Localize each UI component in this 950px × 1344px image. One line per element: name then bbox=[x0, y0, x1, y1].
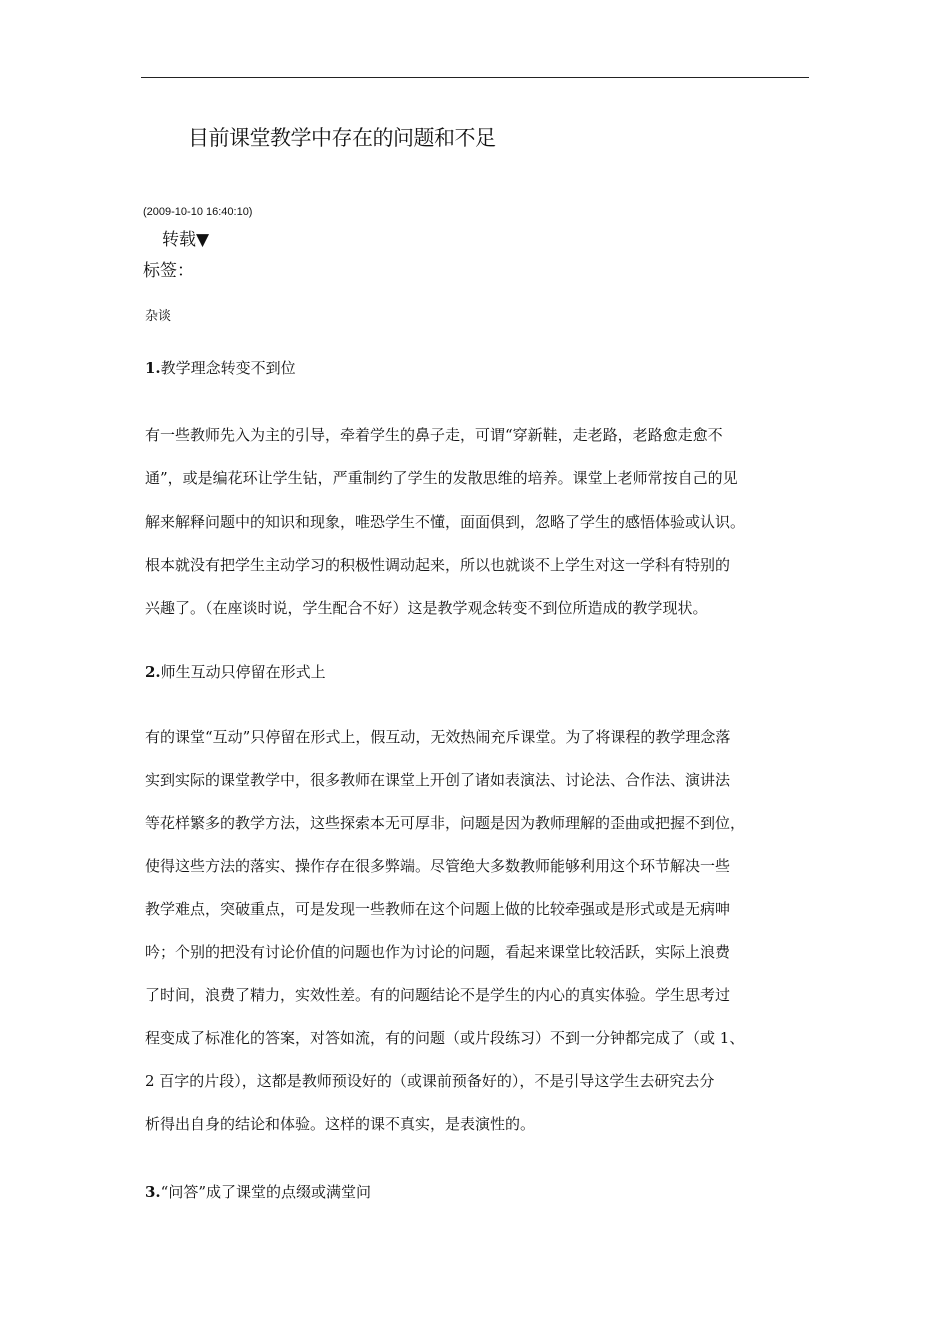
paragraph-line: 了时间，浪费了精力，实效性差。有的问题结论不是学生的内心的真实体验。学生思考过 bbox=[145, 986, 731, 1004]
paragraph-line: 析得出自身的结论和体验。这样的课不真实，是表演性的。 bbox=[145, 1115, 536, 1133]
article-title: 目前课堂教学中存在的问题和不足 bbox=[188, 126, 496, 150]
paragraph-line: 吟；个别的把没有讨论价值的问题也作为讨论的问题，看起来课堂比较活跃，实际上浪费 bbox=[145, 943, 731, 961]
paragraph-line: 实到实际的课堂教学中，很多教师在课堂上开创了诸如表演法、讨论法、合作法、演讲法 bbox=[145, 771, 731, 789]
section-heading bbox=[145, 661, 326, 682]
section-heading bbox=[145, 357, 296, 378]
paragraph-line: 等花样繁多的教学方法，这些探索本无可厚非，问题是因为教师理解的歪曲或把握不到位， bbox=[145, 814, 746, 832]
paragraph-line: 解来解释问题中的知识和现象，唯恐学生不懂，面面俱到，忽略了学生的感悟体验或认识。 bbox=[145, 513, 746, 531]
section-heading bbox=[145, 1181, 371, 1202]
paragraph-line: 使得这些方法的落实、操作存在很多弊端。尽管绝大多数教师能够利用这个环节解决一些 bbox=[145, 857, 731, 875]
paragraph-line: 有的课堂“互动”只停留在形式上，假互动，无效热闹充斥课堂。为了将课程的教学理念落 bbox=[145, 728, 731, 746]
paragraph-line: 2 百字的片段），这都是教师预设好的（或课前预备好的），不是引导这学生去研究去分 bbox=[145, 1072, 715, 1090]
section-number: 1. bbox=[145, 359, 161, 377]
tags-label: 标签： bbox=[143, 261, 194, 281]
header-rule bbox=[141, 77, 809, 78]
repost-dropdown-button[interactable]: 转载▼ bbox=[162, 230, 210, 250]
section-heading-text: 师生互动只停留在形式上 bbox=[160, 663, 326, 681]
section-heading-text: 教学理念转变不到位 bbox=[160, 359, 296, 377]
section-number: 2. bbox=[145, 663, 161, 681]
tag-link[interactable]: 杂谈 bbox=[145, 309, 172, 324]
paragraph-line: 通”，或是编花环让学生钻，严重制约了学生的发散思维的培养。课堂上老师常按自己的见 bbox=[145, 469, 738, 487]
paragraph-line: 根本就没有把学生主动学习的积极性调动起来，所以也就谈不上学生对这一学科有特别的 bbox=[145, 556, 731, 574]
paragraph-line: 有一些教师先入为主的引导，牵着学生的鼻子走，可谓“穿新鞋，走老路，老路愈走愈不 bbox=[145, 426, 723, 444]
section-heading-text: “问答”成了课堂的点缀或满堂问 bbox=[160, 1183, 372, 1201]
paragraph-line: 兴趣了。（在座谈时说，学生配合不好）这是教学观念转变不到位所造成的教学现状。 bbox=[145, 599, 708, 617]
section-number: 3. bbox=[145, 1183, 161, 1201]
paragraph-line: 程变成了标准化的答案，对答如流，有的问题（或片段练习）不到一分钟都完成了（或 1、 bbox=[145, 1029, 745, 1047]
paragraph-line: 教学难点，突破重点，可是发现一些教师在这个问题上做的比较牵强或是形式或是无病呻 bbox=[145, 900, 731, 918]
post-timestamp: (2009-10-10 16:40:10) bbox=[143, 206, 253, 218]
